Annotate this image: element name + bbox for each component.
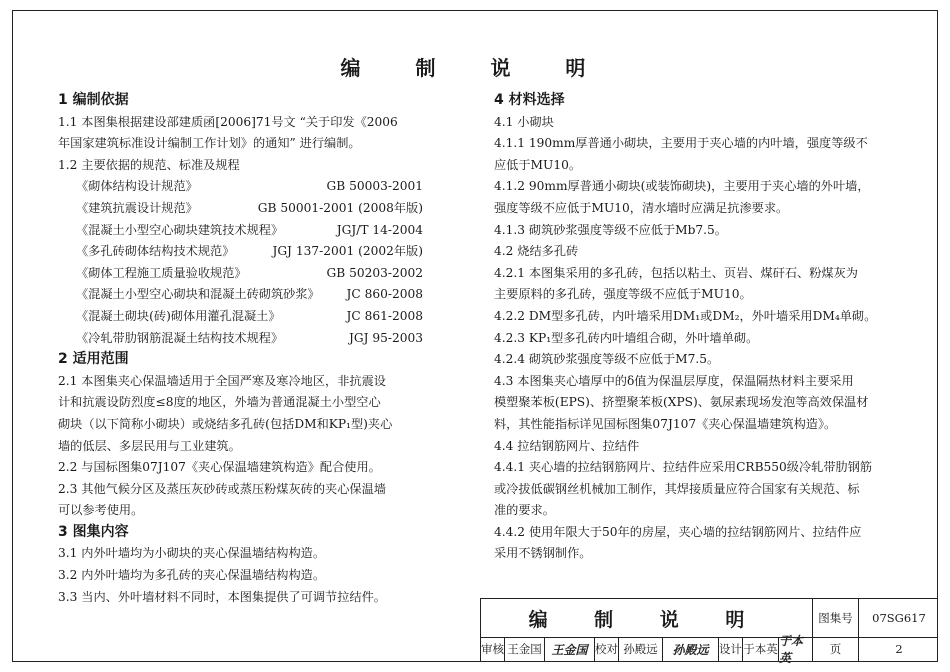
reviewer-name: 王金国 — [505, 637, 545, 661]
para-4-2-1-cont: 主要原料的多孔砖，强度等级不应低于MU10。 — [494, 287, 752, 302]
para-2-2: 2.2 与国标图集07J107《夹心保温墙建筑构造》配合使用。 — [58, 460, 381, 475]
para-1-2: 1.2 主要依据的规范、标准及规程 — [58, 157, 240, 172]
para-4-4-1-cont: 准的要求。 — [494, 503, 555, 518]
para-4-4: 4.4 拉结钢筋网片、拉结件 — [494, 438, 640, 453]
para-2-1-cont: 计和抗震设防烈度≤8度的地区，外墙为普通混凝土小型空心 — [58, 395, 381, 410]
standard-name: 《混凝土小型空心砌块建筑技术规程》 — [76, 222, 284, 237]
para-4-2-1: 4.2.1 本图集采用的多孔砖，包括以粘土、页岩、煤矸石、粉煤灰为 — [494, 265, 858, 280]
para-4-2-3: 4.2.3 KP₁型多孔砖内叶墙组合砌，外叶墙单砌。 — [494, 330, 759, 345]
standard-row — [58, 220, 423, 242]
standard-name: 《砌体结构设计规范》 — [76, 179, 198, 194]
standard-code: JGJ 95-2003 — [348, 330, 423, 345]
right-column — [494, 90, 879, 565]
para-3-2: 3.2 内外叶墙均为多孔砖的夹心保温墙结构构造。 — [58, 568, 326, 583]
standard-row — [58, 284, 423, 306]
standard-code: GB 50003-2001 — [326, 179, 423, 194]
para-4-3-cont: 料，其性能指标详见国标图集07J107《夹心保温墙建筑构造》。 — [494, 416, 837, 431]
standard-row — [58, 176, 423, 198]
standard-name: 《冷轧带肋钢筋混凝土结构技术规程》 — [76, 330, 284, 345]
para-2-1: 2.1 本图集夹心保温墙适用于全国严寒及寒冷地区，非抗震设 — [58, 373, 386, 388]
design-label: 设计 — [719, 637, 743, 661]
para-4-1-3: 4.1.3 砌筑砂浆强度等级不应低于Mb7.5。 — [494, 222, 727, 237]
page-label: 页 — [813, 637, 859, 661]
para-4-1: 4.1 小砌块 — [494, 114, 554, 129]
standard-row — [58, 198, 423, 220]
title-block — [480, 598, 938, 665]
check-label: 校对 — [595, 637, 619, 661]
designer-signature: 于本英 — [779, 637, 813, 661]
section-4-heading: 4 材料选择 — [494, 92, 565, 108]
left-column — [58, 90, 423, 608]
para-2-1-cont: 墙的低层、多层民用与工业建筑。 — [58, 438, 241, 453]
para-4-2: 4.2 烧结多孔砖 — [494, 244, 579, 259]
standard-row — [58, 328, 423, 350]
designer-name: 于本英 — [743, 637, 779, 661]
standard-code: JGJ 137-2001 (2002年版) — [272, 244, 423, 259]
para-4-4-1: 4.4.1 夹心墙的拉结钢筋网片、拉结件应采用CRB550级冷轧带肋钢筋 — [494, 460, 873, 475]
title-block-name: 编 制 说 明 — [481, 599, 813, 637]
standard-code: GB 50001-2001 (2008年版) — [257, 200, 423, 215]
para-4-1-1-cont: 应低于MU10。 — [494, 157, 582, 172]
page-title: 编 制 说 明 — [340, 56, 610, 80]
section-1-heading: 1 编制依据 — [58, 92, 129, 108]
standard-name: 《混凝土小型空心砌块和混凝土砖砌筑砂浆》 — [76, 287, 320, 302]
atlas-number: 07SG617 — [872, 611, 926, 625]
review-label: 审核 — [481, 637, 505, 661]
title-block-bottom-row — [481, 634, 938, 665]
para-4-4-1-cont: 或冷拔低碳钢丝机械加工制作，其焊接质量应符合国家有关规范、标 — [494, 481, 860, 496]
para-4-1-1: 4.1.1 190mm厚普通小砌块，主要用于夹心墙的内叶墙，强度等级不 — [494, 136, 868, 151]
title-block-top-row — [481, 599, 938, 638]
standard-code: JGJ/T 14-2004 — [336, 222, 423, 237]
checker-name: 孙殿远 — [619, 637, 663, 661]
para-1-1-cont: 年国家建筑标准设计编制工作计划》的通知” 进行编制。 — [58, 136, 361, 151]
standard-code: JC 860-2008 — [346, 287, 423, 302]
page-number: 2 — [895, 642, 903, 656]
para-4-4-2-cont: 采用不锈钢制作。 — [494, 546, 592, 561]
para-4-1-2: 4.1.2 90mm厚普通小砌块(或装饰砌块)，主要用于夹心墙的外叶墙， — [494, 179, 870, 194]
para-2-3-cont: 可以参考使用。 — [58, 503, 144, 518]
para-4-3: 4.3 本图集夹心墙厚中的δ值为保温层厚度，保温隔热材料主要采用 — [494, 373, 854, 388]
standard-code: GB 50203-2002 — [326, 265, 423, 280]
reviewer-signature: 王金国 — [545, 637, 595, 661]
standard-name: 《混凝土砌块(砖)砌体用灌孔混凝土》 — [76, 308, 281, 323]
standard-name: 《建筑抗震设计规范》 — [76, 200, 198, 215]
atlas-number-label: 图集号 — [813, 599, 859, 637]
para-3-3: 3.3 当内、外叶墙材料不同时，本图集提供了可调节拉结件。 — [58, 589, 386, 604]
para-4-2-4: 4.2.4 砌筑砂浆强度等级不应低于M7.5。 — [494, 352, 720, 367]
section-2-heading: 2 适用范围 — [58, 351, 129, 368]
para-2-1-cont: 砌块（以下简称小砌块）或烧结多孔砖(包括DM和KP₁型)夹心 — [58, 416, 393, 431]
para-4-1-2-cont: 强度等级不应低于MU10，清水墙时应满足抗渗要求。 — [494, 200, 789, 215]
para-4-2-2: 4.2.2 DM型多孔砖，内叶墙采用DM₁或DM₂，外叶墙采用DM₄单砌。 — [494, 308, 877, 323]
checker-signature: 孙殿远 — [663, 637, 719, 661]
standard-row — [58, 241, 423, 263]
para-3-1: 3.1 内外叶墙均为小砌块的夹心保温墙结构构造。 — [58, 546, 326, 561]
standard-code: JC 861-2008 — [346, 308, 423, 323]
para-2-3: 2.3 其他气候分区及蒸压灰砂砖或蒸压粉煤灰砖的夹心保温墙 — [58, 481, 386, 496]
para-1-1: 1.1 本图集根据建设部建质函[2006]71号文 “关于印发《2006 — [58, 114, 398, 129]
standard-name: 《砌体工程施工质量验收规范》 — [76, 265, 247, 280]
standard-name: 《多孔砖砌体结构技术规范》 — [76, 244, 235, 259]
para-4-3-cont: 模塑聚苯板(EPS)、挤塑聚苯板(XPS)、氨尿素现场发泡等高效保温材 — [494, 395, 869, 410]
para-4-4-2: 4.4.2 使用年限大于50年的房屋，夹心墙的拉结钢筋网片、拉结件应 — [494, 524, 862, 539]
standard-row — [58, 306, 423, 328]
section-3-heading: 3 图集内容 — [58, 523, 129, 540]
standard-row — [58, 263, 423, 285]
